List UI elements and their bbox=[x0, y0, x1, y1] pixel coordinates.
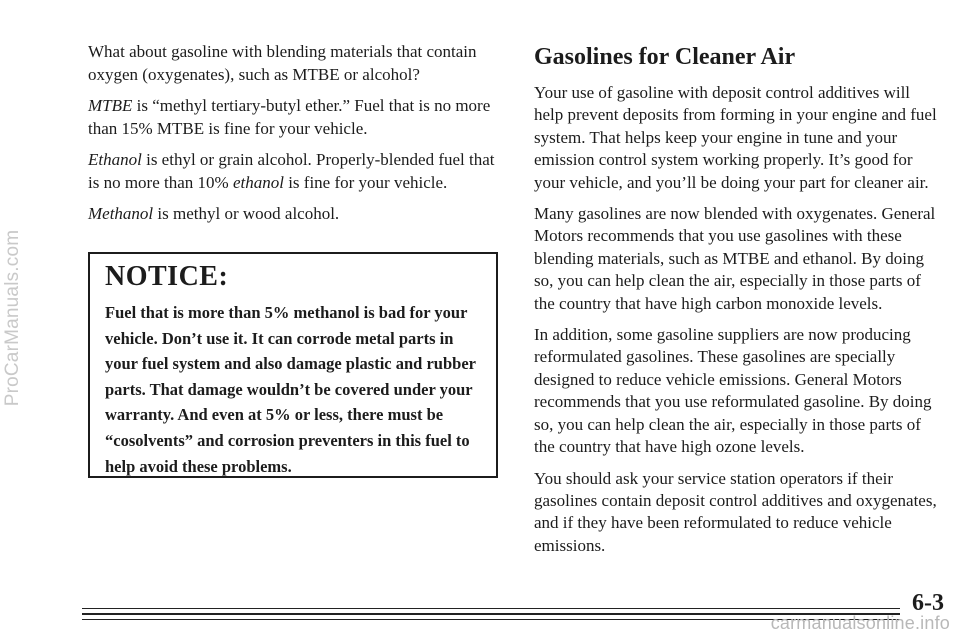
mtbe-definition: is “methyl tertiary-butyl ether.” Fuel that is no more than 15% MTBE is fine for your vehicle. bbox=[88, 96, 491, 138]
notice-box bbox=[88, 252, 498, 478]
ethanol-term-inline: ethanol bbox=[232, 173, 284, 192]
deposit-control-paragraph: Your use of gasoline with deposit control additives will help prevent deposits from forming in your engine and fuel system. That helps keep your engine in tune and your emission control system working properly. It’s good for your vehicle, and you’ll be doing your part for cleaner air. bbox=[534, 83, 937, 192]
ethanol-term: Ethanol bbox=[88, 150, 142, 169]
methanol-paragraph bbox=[88, 202, 508, 225]
methanol-definition: is methyl or wood alcohol. bbox=[153, 204, 340, 223]
service-station-paragraph: You should ask your service station operators if their gasolines contain deposit control additives and oxygenates, and if they have been reformulated to reduce vehicle emissions. bbox=[534, 468, 937, 555]
page-number: 6-3 bbox=[912, 590, 944, 616]
section-heading: Gasolines for Cleaner Air bbox=[534, 44, 796, 70]
watermark-carmanualsonline: carmanualsonline.info bbox=[770, 613, 950, 633]
watermark-procarmanuals-text: ProCarManuals.com bbox=[2, 229, 23, 407]
left-column bbox=[88, 40, 508, 233]
mtbe-paragraph bbox=[88, 94, 508, 140]
ethanol-paragraph bbox=[88, 148, 508, 194]
right-column bbox=[534, 42, 939, 566]
watermark-procarmanuals bbox=[0, 0, 26, 636]
ethanol-definition: is ethyl or grain alcohol. Properly-blended fuel that is no more than 10% bbox=[88, 150, 495, 192]
notice-body: Fuel that is more than 5% methanol is bad for your vehicle. Don’t use it. It can corrode metal parts in your fuel system and also damage plastic and rubber parts. That damage wouldn’t be covered under your warranty. And even at 5% or less, there must be “cosolvents” and corrosion preventers in this fuel to help avoid these problems. bbox=[105, 303, 476, 476]
reformulated-paragraph: In addition, some gasoline suppliers are now producing reformulated gasolines. These gasolines are specially designed to reduce vehicle emissions. General Motors recommends that you use reformulated gasoline. By doing so, you can help clean the air, especially in those parts of the country that have high ozone levels. bbox=[534, 325, 932, 457]
methanol-term: Methanol bbox=[88, 204, 154, 223]
notice-title: NOTICE: bbox=[105, 261, 229, 292]
footer-rule-top bbox=[82, 608, 900, 609]
oxygenates-paragraph: Many gasolines are now blended with oxygenates. General Motors recommends that you use gasolines with these blending materials, such as MTBE and ethanol. By doing so, you can help clean the air, especially in those parts of the country that have high carbon monoxide levels. bbox=[534, 204, 936, 313]
oxygenates-question: What about gasoline with blending materials that contain oxygen (oxygenates), such as MTBE or alcohol? bbox=[88, 42, 477, 84]
ethanol-definition-end: is fine for your vehicle. bbox=[283, 173, 448, 192]
mtbe-term: MTBE bbox=[88, 96, 133, 115]
